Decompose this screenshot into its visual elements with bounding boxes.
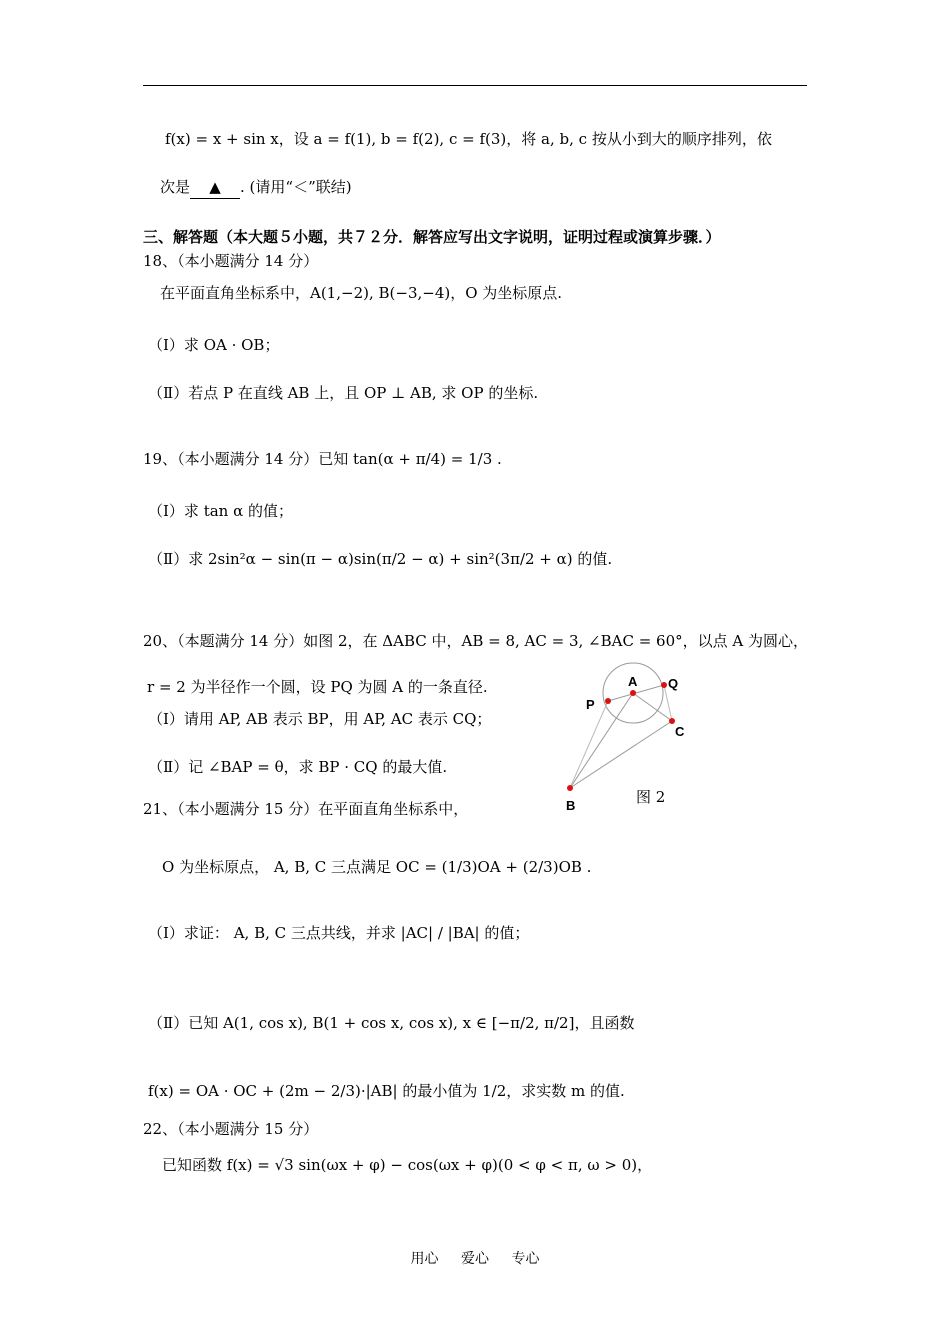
q21-head: 21、（本小题满分 15 分）在平面直角坐标系中， bbox=[143, 800, 469, 818]
q21-line1: O 为坐标原点， A, B, C 三点满足 OC = (1/3)OA + (2/3)OB . bbox=[162, 858, 592, 876]
answer-blank: ▲ bbox=[190, 176, 240, 199]
q22-head: 22、（本小题满分 15 分） bbox=[143, 1120, 319, 1138]
q20-line2: r = 2 为半径作一个圆，设 PQ 为圆 A 的一条直径. bbox=[147, 678, 488, 696]
q20-part1: （Ⅰ）请用 AP, AB 表示 BP，用 AP, AC 表示 CQ； bbox=[148, 710, 492, 728]
q19-part1: （Ⅰ）求 tan α 的值； bbox=[148, 502, 293, 520]
q20-head: 20、（本题满分 14 分）如图 2，在 ΔABC 中，AB = 8, AC = 3, ∠BAC = 60°，以点 A 为圆心， bbox=[143, 632, 808, 650]
q17-line2-text: 次是 bbox=[160, 178, 191, 196]
point-a bbox=[630, 690, 636, 696]
q21-line3: f(x) = OA · OC + (2m − 2/3)·|AB| 的最小值为 1/2，求实数 m 的值. bbox=[148, 1082, 625, 1100]
q18-part1: （Ⅰ）求 OA · OB； bbox=[148, 336, 280, 354]
q17-line2 bbox=[160, 176, 352, 199]
figure-caption: 图 2 bbox=[636, 788, 666, 806]
label-a: A bbox=[628, 674, 638, 689]
q22-line1: 已知函数 f(x) = √3 sin(ωx + φ) − cos(ωx + φ)(0 < φ < π, ω > 0)， bbox=[162, 1156, 653, 1174]
q17-line1: f(x) = x + sin x，设 a = f(1), b = f(2), c = f(3)，将 a, b, c 按从小到大的顺序排列，依 bbox=[165, 130, 772, 148]
side-ab bbox=[570, 693, 633, 788]
label-q: Q bbox=[668, 676, 679, 691]
q17-line2-post: . (请用“＜”联结) bbox=[240, 178, 352, 196]
side-bc bbox=[570, 721, 672, 788]
header-rule bbox=[143, 85, 807, 86]
point-q bbox=[661, 682, 667, 688]
figure-2 bbox=[560, 660, 710, 820]
q21-part1: （Ⅰ）求证： A, B, C 三点共线，并求 |AC| / |BA| 的值； bbox=[148, 924, 530, 942]
section-heading: 三、解答题（本大题５小题，共７２分．解答应写出文字说明，证明过程或演算步骤．） bbox=[143, 228, 721, 246]
q18-head: 18、（本小题满分 14 分） bbox=[143, 252, 319, 270]
point-b bbox=[567, 785, 573, 791]
side-ac bbox=[633, 693, 672, 721]
page-footer: 用心 爱心 专心 bbox=[410, 1251, 540, 1267]
label-c: C bbox=[675, 724, 685, 739]
q18-line1: 在平面直角坐标系中，A(1,−2), B(−3,−4)，O 为坐标原点. bbox=[160, 284, 563, 302]
q19-part2: （Ⅱ）求 2sin²α − sin(π − α)sin(π/2 − α) + sin²(3π/2 + α) 的值. bbox=[148, 550, 613, 568]
q18-part2: （Ⅱ）若点 P 在直线 AB 上，且 OP ⊥ AB, 求 OP 的坐标. bbox=[148, 384, 539, 402]
q20-part2: （Ⅱ）记 ∠BAP = θ，求 BP · CQ 的最大值. bbox=[148, 758, 448, 776]
label-b: B bbox=[566, 798, 576, 813]
q21-part2: （Ⅱ）已知 A(1, cos x), B(1 + cos x, cos x), x ∈ [−π/2, π/2]，且函数 bbox=[148, 1014, 635, 1032]
label-p: P bbox=[586, 697, 595, 712]
point-p bbox=[605, 698, 611, 704]
q19-head: 19、（本小题满分 14 分）已知 tan(α + π/4) = 1/3 . bbox=[143, 450, 502, 468]
